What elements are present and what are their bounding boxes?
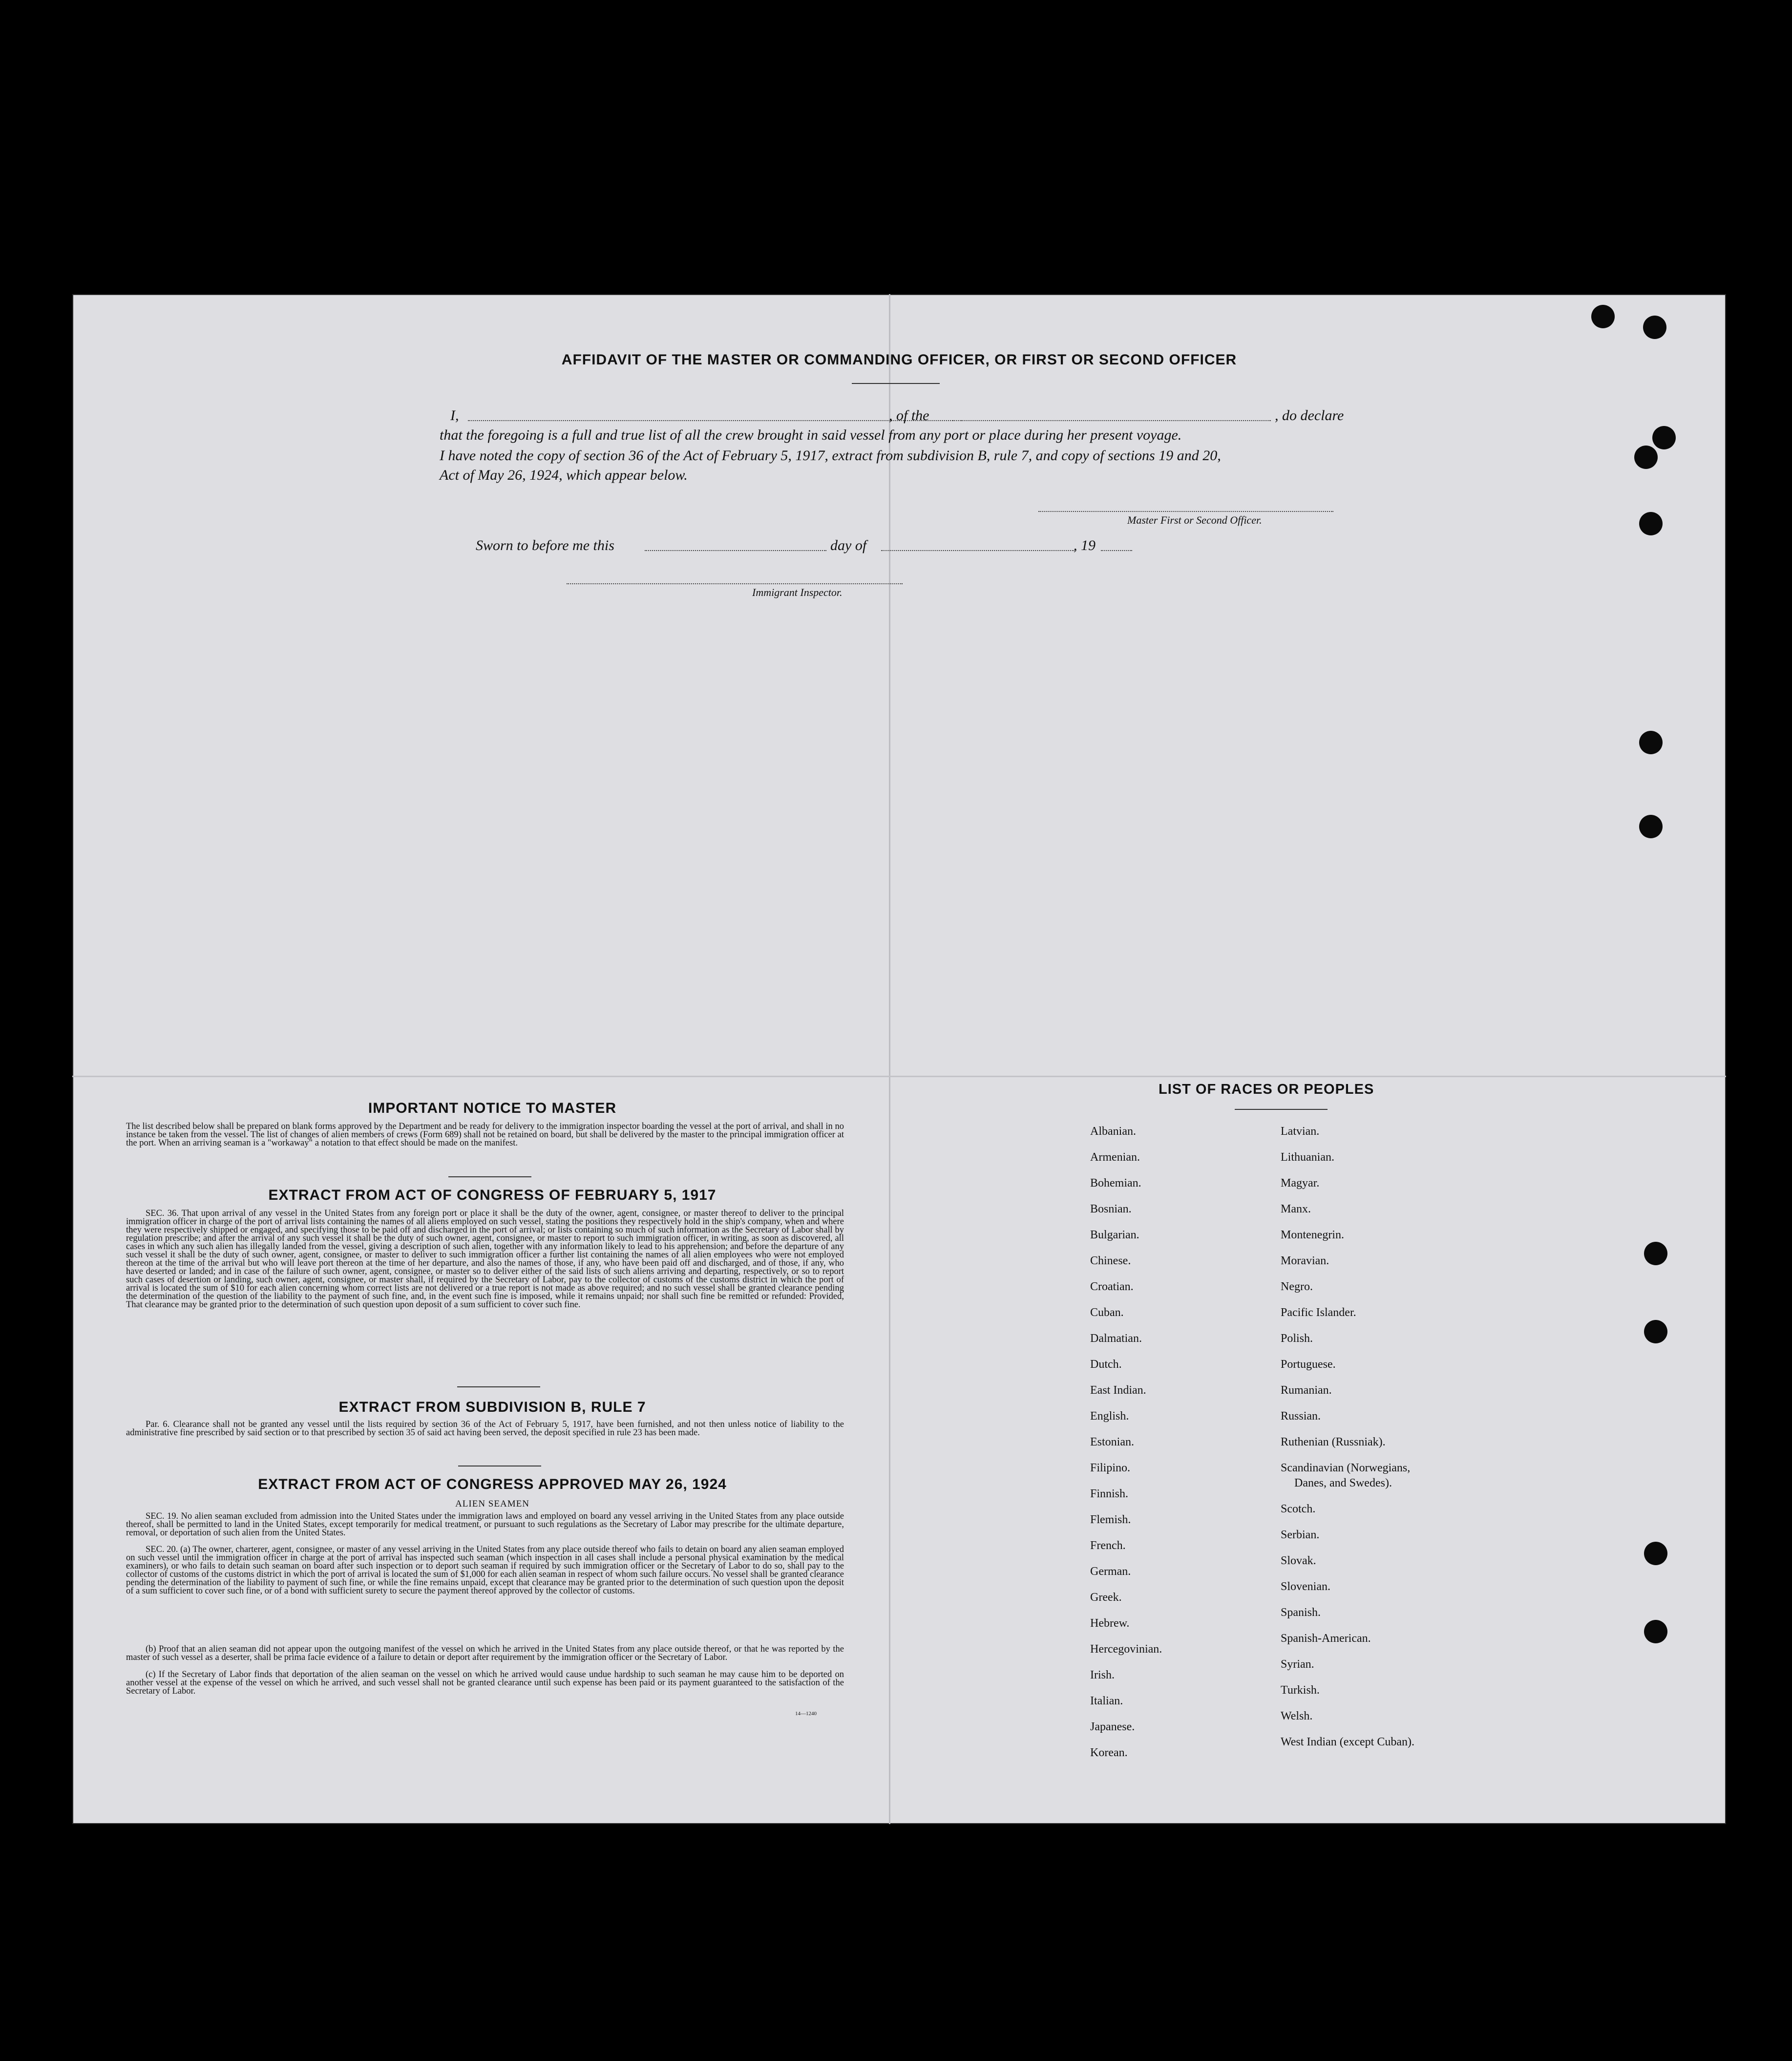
divider <box>448 1176 531 1177</box>
form-sheet <box>72 294 1726 1824</box>
affidavit-line-4: Act of May 26, 1924, which appear below. <box>440 467 688 483</box>
race-item: Bulgarian. <box>1090 1229 1139 1241</box>
punch-hole-icon <box>1644 1620 1667 1643</box>
race-item: Ruthenian (Russniak). <box>1281 1436 1386 1448</box>
race-item: Slovenian. <box>1281 1580 1330 1593</box>
act1924-subtitle: ALIEN SEAMEN <box>455 1499 529 1509</box>
act1924-sec20b: (b) Proof that an alien seaman did not appear upon the outgoing manifest of the vessel on which he arrived in the United States from any place outside thereof, or that he was reported by the master of such vessel as a deserter, shall be prima facie evidence of a failure to detain or deport after requirement by the immigration officer or the Secretary of Labor. <box>126 1644 844 1662</box>
race-item: Italian. <box>1090 1695 1123 1707</box>
affidavit-line-i: I, <box>450 407 459 424</box>
punch-hole-icon <box>1639 512 1663 535</box>
race-item: Pacific Islander. <box>1281 1306 1356 1319</box>
race-item: Hercegovinian. <box>1090 1643 1162 1656</box>
master-label: Master First or Second Officer. <box>1127 514 1262 526</box>
races-title: LIST OF RACES OR PEOPLES <box>1159 1082 1374 1097</box>
race-item: Bohemian. <box>1090 1177 1141 1190</box>
race-item: Danes, and Swedes). <box>1294 1477 1392 1489</box>
act1924-sec20a: SEC. 20. (a) The owner, charterer, agent, consignee, or master of any vessel arriving in the United States from any place outside thereof who fails to detain on board any alien seaman employed on such vessel until the immigration officer in charge at the port of arrival has inspected such seaman (which inspection in all cases shall include a personal physical examination by the medical examiners), or who fails to detain such seaman on board after such inspection or to deport such seaman if required by such immigration officer or the Secretary of Labor to do so, shall pay to the collector of customs of the customs district in which the port of arrival is located the sum of $1,000 for each alien seaman in respect of whom such failure occurs. No vessel shall be granted clearance pending the determination of the liability to payment of such fine, or while the fine remains unpaid, except that clearance may be granted prior to the determination of such question upon the deposit of a sum sufficient to cover such fine, or of a bond with sufficient surety to secure the payment thereof approved by the collector of customs. <box>126 1545 844 1596</box>
day-of-text: day of <box>830 537 867 553</box>
divider <box>457 1386 540 1387</box>
race-item: French. <box>1090 1539 1126 1552</box>
race-item: Turkish. <box>1281 1684 1320 1697</box>
year-prefix: , 19 <box>1074 537 1096 553</box>
notice-text: The list described below shall be prepared on blank forms approved by the Department and be ready for delivery to the immigration inspector boarding the vessel at the port of arrival, and shall in no instance be taken from the vessel. The list of changes of alien members of crews (Form 689) shall not be retained on board, but shall be delivered by the master to the principal immigration officer at the port. When an arriving seaman is a "workaway" a notation to that effect should be made on the manifest. <box>126 1122 844 1148</box>
punch-hole-icon <box>1639 815 1663 838</box>
punch-hole-icon <box>1643 316 1666 339</box>
race-item: Dalmatian. <box>1090 1332 1142 1345</box>
race-item: Hebrew. <box>1090 1617 1130 1630</box>
race-item: Polish. <box>1281 1332 1313 1345</box>
race-item: East Indian. <box>1090 1384 1146 1397</box>
race-item: Finnish. <box>1090 1487 1129 1500</box>
form-number: 14—1240 <box>795 1711 817 1717</box>
race-item: Cuban. <box>1090 1306 1124 1319</box>
race-item: Russian. <box>1281 1410 1321 1423</box>
divider <box>1235 1109 1328 1110</box>
vessel-name-field[interactable] <box>952 420 1271 421</box>
race-item: Moravian. <box>1281 1254 1329 1267</box>
race-item: Japanese. <box>1090 1721 1135 1733</box>
race-item: West Indian (except Cuban). <box>1281 1736 1414 1748</box>
race-item: Slovak. <box>1281 1554 1316 1567</box>
punch-hole-icon <box>1591 305 1615 328</box>
affidavit-title: AFFIDAVIT OF THE MASTER OR COMMANDING OFFICER, OR FIRST OR SECOND OFFICER <box>561 352 1237 368</box>
race-item: Montenegrin. <box>1281 1229 1344 1241</box>
race-item: Spanish-American. <box>1281 1632 1371 1645</box>
race-item: Welsh. <box>1281 1710 1313 1722</box>
race-item: Chinese. <box>1090 1254 1131 1267</box>
act1917-text: SEC. 36. That upon arrival of any vessel in the United States from any foreign port or place it shall be the duty of the owner, agent, consignee, or master thereof to deliver to the principal immigration officer in charge of the port of arrival lists containing the names of all aliens employed on such vessel, stating the positions they respectively hold in the ship's company, when and where they were respectively shipped or engaged, and specifying those to be paid off and discharged in the port of arrival; or lists containing so much of such information as the Secretary of Labor shall by regulation prescribe; and after the arrival of any such vessel it shall be the duty of such owner, agent, consignee, or master to report to such immigration officer, in writing, as soon as discovered, all cases in which any such alien has illegally landed from the vessel, giving a description of such alien, together with any information likely to lead to his apprehension; and before the departure of any such vessel it shall be the duty of such owner, agent, consignee, or master to deliver to such immigration officer a further list containing the names of all alien employees who were not employed thereon at the time of the arrival but who will leave port thereon at the time of her departure, and also the names of those, if any, who have been paid off and discharged, and of those, if any, who have deserted or landed; and in case of the failure of such owner, agent, consignee, or master so to deliver either of the said lists of such aliens arriving and departing, respectively, or so to report such cases of desertion or landing, such owner, agent, consignee, or master shall, if required by the Secretary of Labor, pay to the collector of customs of the customs district in which the port of arrival is located the sum of $10 for each alien concerning whom correct lists are not delivered or a true report is not made as above required; and no such vessel shall be granted clearance pending the determination of the question of the liability to the payment of such fine, and, in the event such fine is imposed, while it remains unpaid; nor shall such fine be remitted or refunded: Provided, That clearance may be granted prior to the determination of such question upon deposit of a sum sufficient to cover such fine. <box>126 1209 844 1310</box>
race-item: Estonian. <box>1090 1436 1134 1448</box>
race-item: Syrian. <box>1281 1658 1314 1671</box>
rule7-text: Par. 6. Clearance shall not be granted any vessel until the lists required by section 36 of the Act of February 5, 1917, have been furnished, and not then unless notice of liability to the administrative fine prescribed by said section or to that prescribed by section 35 of said act having been served, the deposit specified in rule 23 has been made. <box>126 1420 844 1438</box>
vertical-fold <box>889 294 890 1824</box>
punch-hole-icon <box>1644 1320 1667 1343</box>
race-item: Negro. <box>1281 1280 1313 1293</box>
punch-hole-icon <box>1644 1242 1667 1265</box>
affidavit-line-3: I have noted the copy of section 36 of the Act of February 5, 1917, extract from subdivision B, rule 7, and copy of sections 19 and 20, <box>440 447 1221 464</box>
race-item: Greek. <box>1090 1591 1122 1604</box>
race-item: Serbian. <box>1281 1529 1320 1541</box>
race-item: Dutch. <box>1090 1358 1122 1371</box>
inspector-signature-field[interactable] <box>567 583 903 584</box>
race-item: Lithuanian. <box>1281 1151 1334 1164</box>
rule7-title: EXTRACT FROM SUBDIVISION B, RULE 7 <box>338 1399 646 1415</box>
race-item: Croatian. <box>1090 1280 1134 1293</box>
race-item: Albanian. <box>1090 1125 1136 1138</box>
declarant-name-field[interactable] <box>468 420 962 421</box>
title-divider <box>852 383 940 384</box>
race-item: Scandinavian (Norwegians, <box>1281 1462 1411 1474</box>
act1924-sec20c: (c) If the Secretary of Labor finds that deportation of the alien seaman on the vessel on which he arrived would cause undue hardship to such seaman he may cause him to be deported on another vessel at the expense of the vessel on which he arrived, and such vessel shall not be granted clearance until such expense has been paid or its payment guaranteed to the satisfaction of the Secretary of Labor. <box>126 1670 844 1696</box>
inspector-label: Immigrant Inspector. <box>752 586 843 598</box>
race-item: English. <box>1090 1410 1129 1423</box>
race-item: Magyar. <box>1281 1177 1320 1190</box>
race-item: Flemish. <box>1090 1513 1131 1526</box>
races-column-1 <box>1090 1119 1266 1766</box>
race-item: Latvian. <box>1281 1125 1320 1138</box>
race-item: Irish. <box>1090 1669 1115 1681</box>
sworn-text: Sworn to before me this <box>476 537 614 553</box>
horizontal-fold <box>72 1076 1726 1077</box>
notice-title: IMPORTANT NOTICE TO MASTER <box>368 1100 617 1116</box>
race-item: Korean. <box>1090 1746 1128 1759</box>
affidavit-line-declare: , do declare <box>1275 407 1344 424</box>
races-column-2 <box>1281 1119 1505 1755</box>
act1924-sec19: SEC. 19. No alien seaman excluded from admission into the United States under the immigration laws and employed on board any vessel arriving in the United States from any place outside thereof, shall be permitted to land in the United States, except temporarily for medical treatment, or pursuant to such regulations as the Secretary of Labor may prescribe for the ultimate departure, removal, or deportation of such alien from the United States. <box>126 1511 844 1538</box>
punch-hole-icon <box>1644 1542 1667 1565</box>
sworn-month-field[interactable] <box>881 550 1075 551</box>
race-item: Scotch. <box>1281 1503 1316 1515</box>
punch-hole-icon <box>1639 731 1663 754</box>
punch-hole-icon <box>1652 426 1676 449</box>
punch-hole-icon <box>1634 446 1658 469</box>
race-item: Bosnian. <box>1090 1203 1132 1215</box>
affidavit-line-of: , of the <box>889 407 929 424</box>
act1924-title: EXTRACT FROM ACT OF CONGRESS APPROVED MAY 26, 1924 <box>258 1476 727 1492</box>
sworn-day-field[interactable] <box>645 550 826 551</box>
sworn-year-field[interactable] <box>1101 550 1132 551</box>
act1917-title: EXTRACT FROM ACT OF CONGRESS OF FEBRUARY 5, 1917 <box>268 1187 717 1203</box>
race-item: Filipino. <box>1090 1462 1131 1474</box>
affidavit-line-2: that the foregoing is a full and true list of all the crew brought in said vessel from any port or place during her present voyage. <box>440 427 1182 443</box>
race-item: German. <box>1090 1565 1131 1578</box>
race-item: Armenian. <box>1090 1151 1140 1164</box>
race-item: Portuguese. <box>1281 1358 1336 1371</box>
master-signature-field[interactable] <box>1038 511 1333 512</box>
race-item: Manx. <box>1281 1203 1311 1215</box>
race-item: Spanish. <box>1281 1606 1321 1619</box>
race-item: Rumanian. <box>1281 1384 1332 1397</box>
